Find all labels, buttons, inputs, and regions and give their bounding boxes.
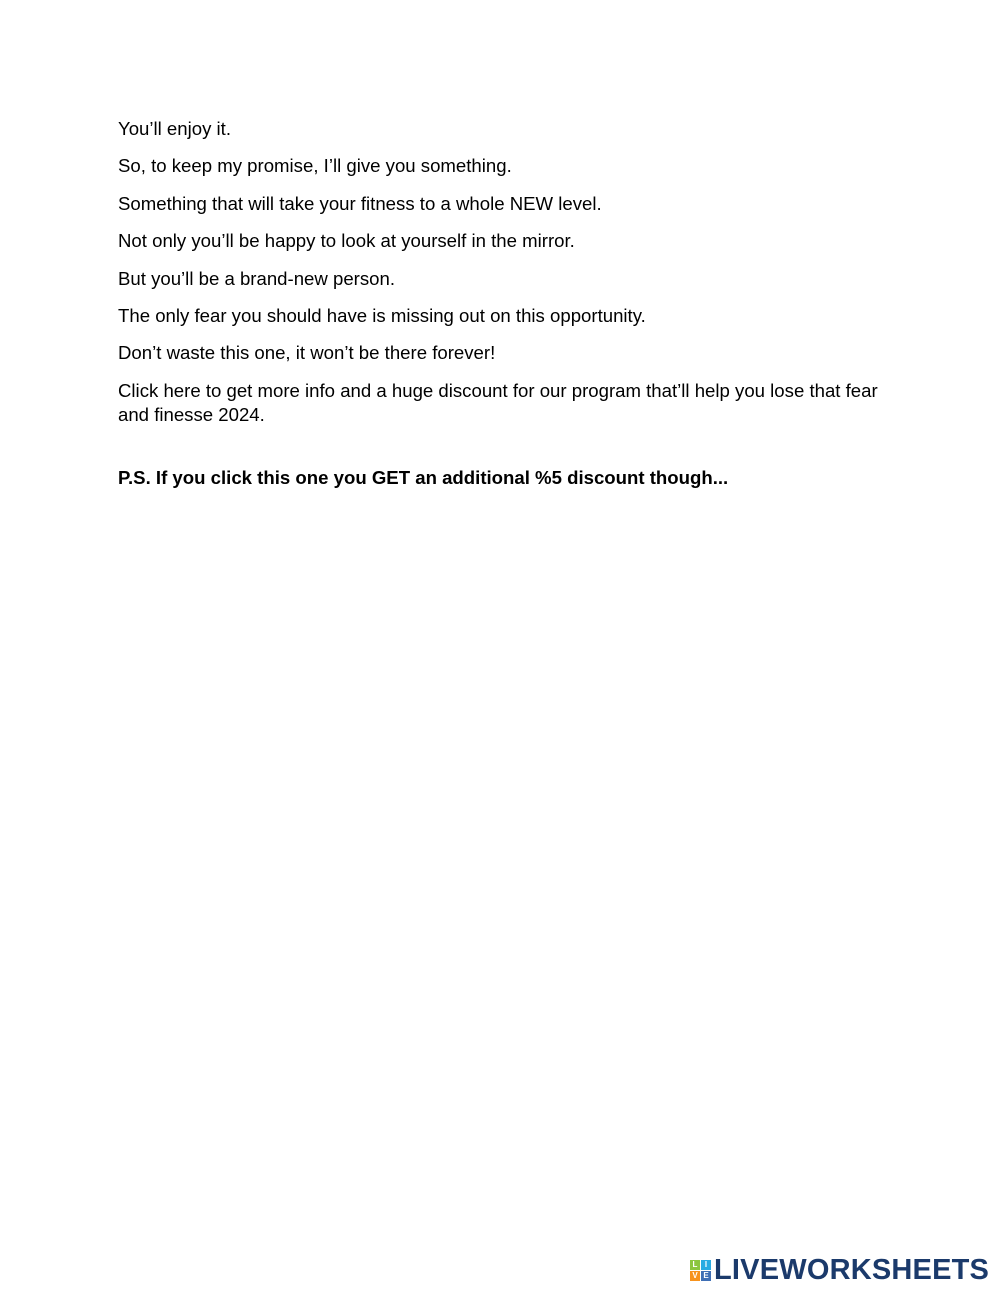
logo-tile-2: I — [701, 1260, 711, 1270]
logo-tile-1: L — [690, 1260, 700, 1270]
call-to-action-paragraph: Click here to get more info and a huge discount for our program that’ll help you lose that fear and finesse 2024. — [118, 379, 878, 425]
logo-text: LIVEWORKSHEETS — [714, 1253, 990, 1286]
paragraph-1: You’ll enjoy it. — [118, 118, 232, 139]
postscript: P.S. If you click this one you GET an additional %5 discount though... — [118, 466, 729, 488]
logo-tiles-icon — [690, 1260, 711, 1281]
paragraph-3: Something that will take your fitness to a whole NEW level. — [118, 192, 602, 214]
paragraph-2: So, to keep my promise, I’ll give you something. — [118, 155, 512, 177]
paragraph-5: But you’ll be a brand-new person. — [118, 267, 396, 289]
paragraph-7: Don’t waste this one, it won’t be there forever! — [118, 342, 496, 364]
logo-tile-4: E — [701, 1271, 711, 1281]
liveworksheets-logo — [690, 1253, 990, 1286]
logo-tile-3: V — [690, 1271, 700, 1281]
paragraph-6: The only fear you should have is missing out on this opportunity. — [118, 304, 646, 326]
document-body — [118, 117, 908, 490]
paragraph-4: Not only you’ll be happy to look at yourself in the mirror. — [118, 230, 575, 252]
